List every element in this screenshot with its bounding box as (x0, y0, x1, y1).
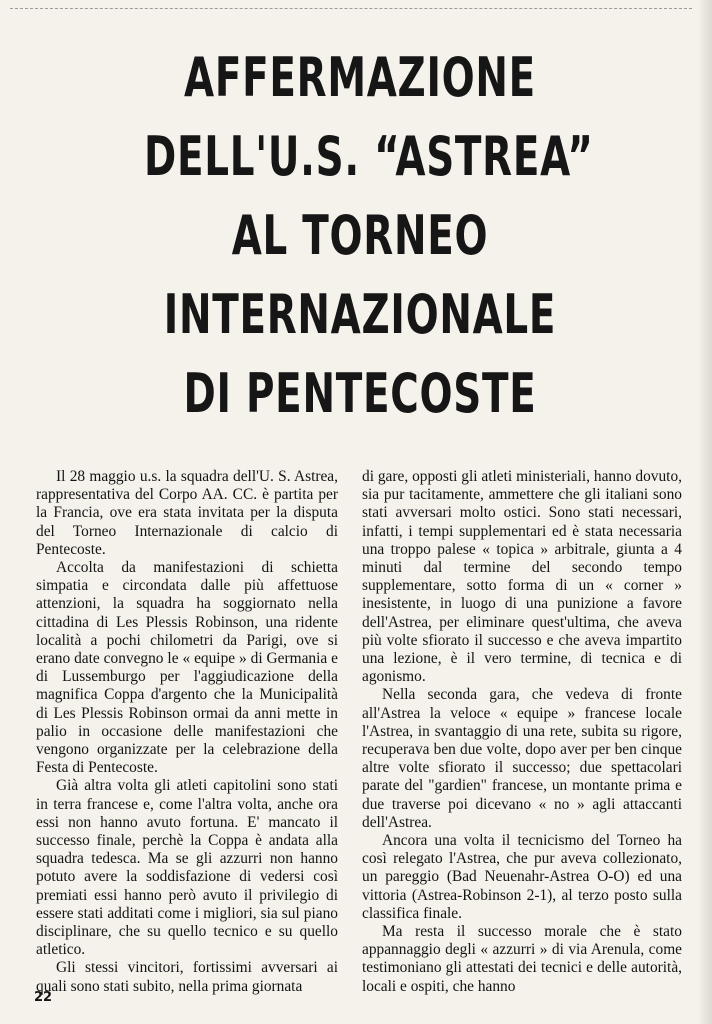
headline-line-2: DELL'U.S. “ASTREA” (143, 125, 594, 188)
paragraph: Già altra volta gli atleti capitolini sono stati in terra francese e, come l'altra volta, anche ora essi non hanno avuto fortuna. E' mancato il successo finale, perchè la Coppa è andata alla squadra tedesca. Ma se gli azzurri non hanno potuto avere la soddisfazione di vedersi così premiati essi hanno però avuto il privilegio di essere stati additati come i migliori, sia sul piano disciplinare, che su quello tecnico e su quello atletico. (36, 777, 338, 959)
top-dashed-rule (10, 8, 692, 9)
paragraph: Nella seconda gara, che vedeva di fronte all'Astrea la veloce « equipe » francese locale l'Astrea, in svantaggio di una rete, subita su rigore, recuperava ben due volte, dopo aver per ben cinque altre volte sfiorato il successo; due spettacolari parate del "gardien" francese, un montante prima e due traverse poi dicevano « no » agli attaccanti dell'Astrea. (362, 686, 682, 831)
paragraph: di gare, opposti gli atleti ministeriali, hanno dovuto, sia pur tacitamente, ammettere che gli italiani sono stati avversari molto ostici. Sono stati necessari, infatti, i tempi supplementari ed è stata necessaria una troppo palese « topica » arbitrale, giunta a 4 minuti dal termine del secondo tempo supplementare, sotto forma di un « corner » inesistente, in luogo di una punizione a favore dell'Astrea, per eliminare quest'ultima, che aveva più volte sfiorato il successo e che aveva impartito una lezione, è il vero termine, di tecnica e di agonismo. (362, 468, 682, 686)
headline-line-1: AFFERMAZIONE (184, 46, 536, 109)
paragraph: Il 28 maggio u.s. la squadra dell'U. S. Astrea, rappresentativa del Corpo AA. CC. è partita per la Francia, ove era stata invitata per la disputa del Torneo Internazionale di calcio di Pentecoste. (36, 468, 338, 558)
headline-line-3: AL TORNEO (231, 204, 489, 267)
article-column-right (362, 468, 682, 996)
page-number: 22 (34, 990, 53, 1005)
paragraph: Accolta da manifestazioni di schietta simpatia e circondata dalle più affettuose attenzioni, la squadra ha soggiornato nella cittadina di Les Plessis Robinson, una ridente località a pochi chilometri da Parigi, ove si erano date convegno le « equipe » di Germania e di Lussemburgo per l'aggiudicazione della magnifica Coppa d'argento che la Municipalità di Les Plessis Robinson ormai da anni mette in palio in occasione delle manifestazioni che vengono organizzate per la celebrazione della Festa di Pentecoste. (36, 559, 338, 777)
headline-line-4: INTERNAZIONALE (163, 283, 557, 346)
headline-line-5: DI PENTECOSTE (183, 362, 537, 425)
paragraph: Ma resta il successo morale che è stato appannaggio degli « azzurri » di via Arenula, come testimoniano gli attestati dei tecnici e delle autorità, locali e ospiti, che hanno (362, 923, 682, 995)
page-edge-shadow (698, 0, 712, 1024)
article-column-left (36, 468, 338, 996)
article-headline (60, 38, 660, 433)
paragraph: Gli stessi vincitori, fortissimi avversari ai quali sono stati subito, nella prima giornata (36, 959, 338, 995)
paragraph: Ancora una volta il tecnicismo del Torneo ha così relegato l'Astrea, che pur aveva collezionato, un pareggio (Bad Neuenahr-Astrea O-O) ed una vittoria (Astrea-Robinson 2-1), al terzo posto sulla classifica finale. (362, 832, 682, 922)
